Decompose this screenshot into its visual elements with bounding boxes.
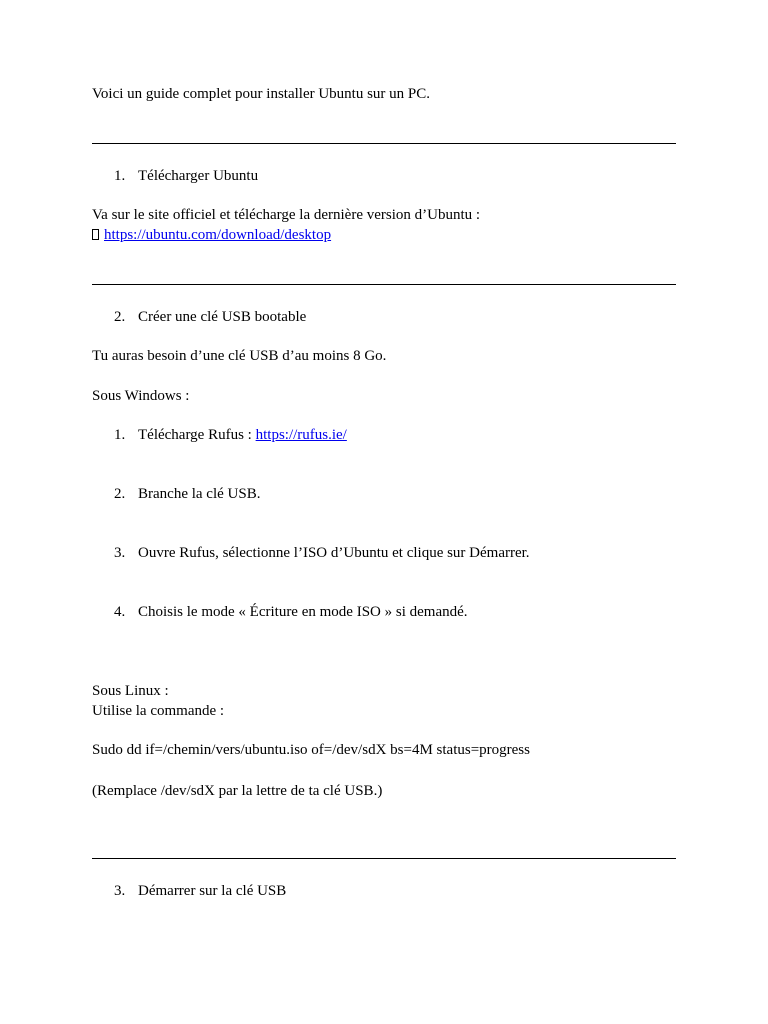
ubuntu-download-link[interactable]: https://ubuntu.com/download/desktop	[104, 227, 332, 243]
windows-step-2-number: 2.	[114, 486, 126, 502]
section-3-number: 3.	[114, 883, 126, 899]
section-2-heading: Créer une clé USB bootable	[138, 309, 307, 325]
windows-step-1	[138, 426, 347, 444]
intro-paragraph: Voici un guide complet pour installer Ubuntu sur un PC.	[92, 86, 431, 102]
section-2-text: Tu auras besoin d’une clé USB d’au moins 8 Go.	[92, 348, 387, 364]
linux-heading: Sous Linux :	[92, 683, 169, 699]
section-3-heading: Démarrer sur la clé USB	[138, 883, 287, 899]
linux-note: (Remplace /dev/sdX par la lettre de ta clé USB.)	[92, 783, 383, 799]
section-1-text: Va sur le site officiel et télécharge la dernière version d’Ubuntu :	[92, 207, 481, 223]
windows-step-1-number: 1.	[114, 427, 126, 443]
rufus-link[interactable]: https://rufus.ie/	[255, 427, 347, 443]
windows-step-2: Branche la clé USB.	[138, 486, 261, 502]
windows-step-4-number: 4.	[114, 604, 126, 620]
linux-command: Sudo dd if=/chemin/vers/ubuntu.iso of=/dev/sdX bs=4M status=progress	[92, 742, 530, 758]
windows-step-1-text: Télécharge Rufus :	[138, 427, 256, 443]
windows-step-3: Ouvre Rufus, sélectionne l’ISO d’Ubuntu et clique sur Démarrer.	[138, 545, 530, 561]
windows-step-3-number: 3.	[114, 545, 126, 561]
horizontal-rule	[92, 143, 676, 144]
section-2-number: 2.	[114, 309, 126, 325]
horizontal-rule	[92, 284, 676, 285]
missing-glyph-icon	[92, 229, 99, 240]
windows-step-4: Choisis le mode « Écriture en mode ISO » si demandé.	[138, 604, 468, 620]
linux-command-intro: Utilise la commande :	[92, 703, 225, 719]
windows-heading: Sous Windows :	[92, 388, 190, 404]
section-1-heading: Télécharger Ubuntu	[138, 168, 259, 184]
section-1-number: 1.	[114, 168, 126, 184]
section-1-link-line	[92, 226, 331, 244]
horizontal-rule	[92, 858, 676, 859]
